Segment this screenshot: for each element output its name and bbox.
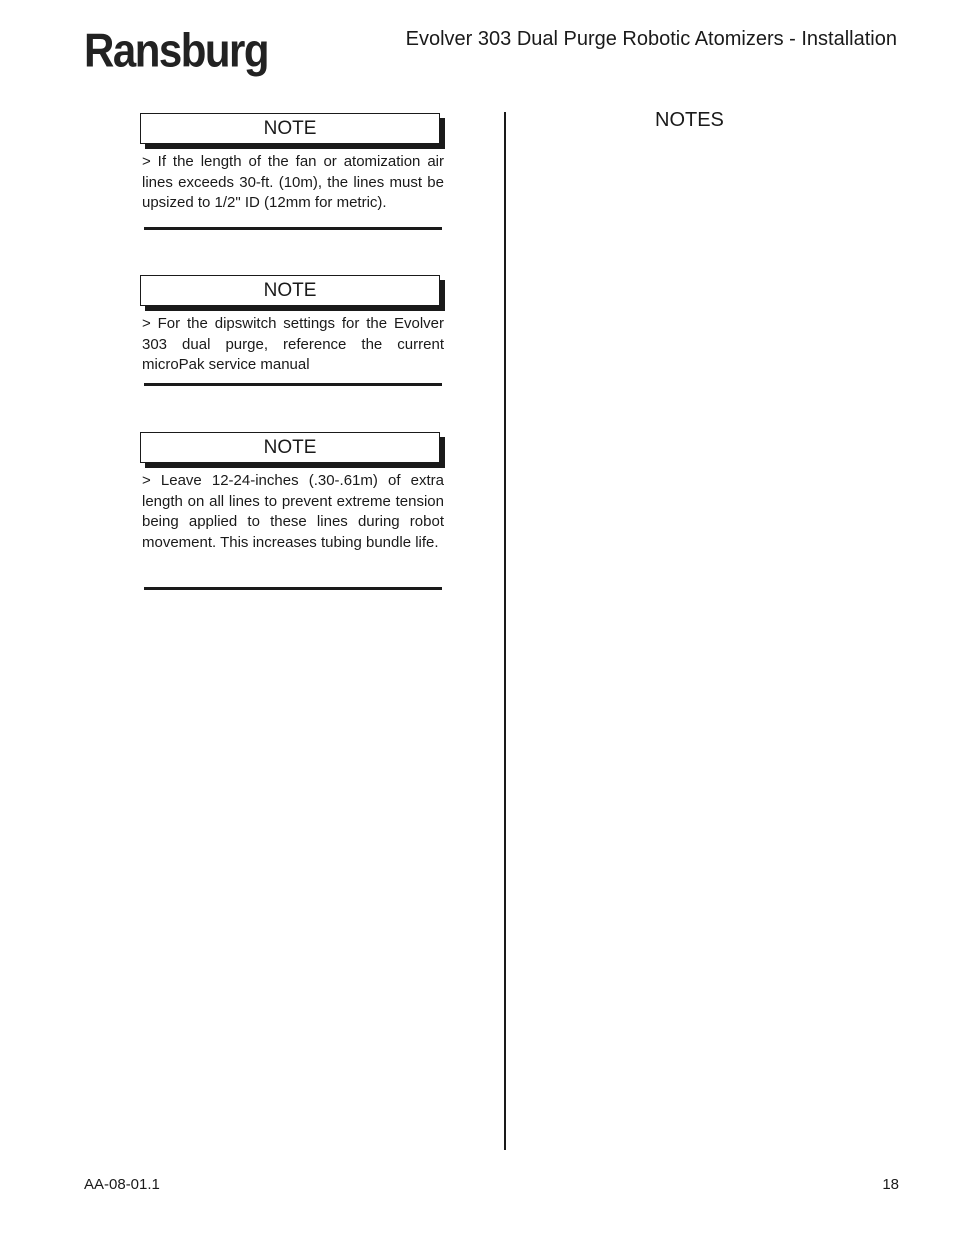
note-heading: NOTE: [140, 275, 440, 306]
column-divider: [504, 112, 506, 1150]
page-number: 18: [882, 1176, 899, 1193]
notes-heading: NOTES: [655, 109, 724, 131]
ransburg-logo: Ransburg: [84, 24, 269, 77]
note-text: > Leave 12-24-inches (.30-.61m) of extra length on all lines to prevent extreme tension being applied to these lines during robot movement. This increases tubing bundle life.: [142, 472, 444, 551]
document-number: AA-08-01.1: [84, 1176, 160, 1193]
note-text: > If the length of the fan or atomization air lines exceeds 30-ft. (10m), the lines must be upsized to 1/2" ID (12mm for metric).: [142, 153, 444, 211]
note-divider: [144, 227, 442, 230]
note-divider: [144, 383, 442, 386]
note-box: [140, 432, 446, 553]
note-box: [140, 275, 446, 376]
note-box: [140, 113, 446, 214]
document-title: Evolver 303 Dual Purge Robotic Atomizers - Installation: [405, 28, 897, 50]
note-text: > For the dipswitch settings for the Evolver 303 dual purge, reference the current microPak service manual: [142, 315, 444, 373]
note-heading: NOTE: [140, 113, 440, 144]
note-divider: [144, 587, 442, 590]
note-heading: NOTE: [140, 432, 440, 463]
